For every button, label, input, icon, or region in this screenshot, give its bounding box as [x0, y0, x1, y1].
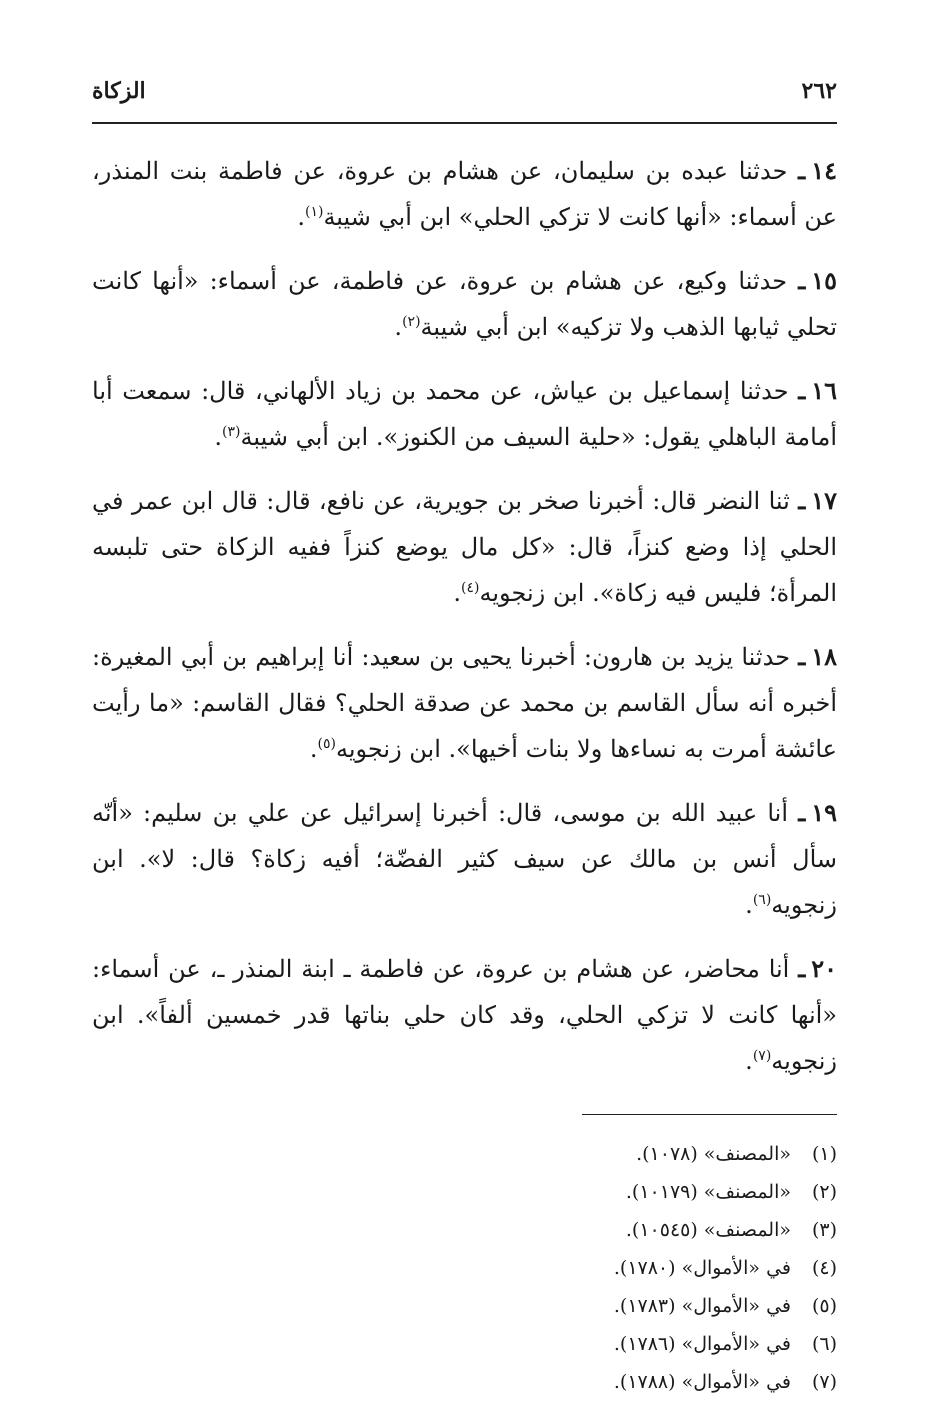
footnote-number: (٣) — [811, 1219, 837, 1241]
footnote-number: (٢) — [811, 1181, 837, 1203]
footnote-number: (٦) — [811, 1333, 837, 1355]
paragraph-text: حدثنا إسماعيل بن عياش، عن محمد بن زياد الألهاني، قال: سمعت أبا أمامة الباهلي يقول: «حلية السيف من الكنوز». ابن أبي شيبة — [92, 377, 837, 451]
dash-separator: ـ — [798, 376, 806, 405]
footnote-ref[interactable]: (٣) — [222, 424, 241, 440]
footnote-item — [92, 1325, 837, 1363]
footnote-ref[interactable]: (٢) — [402, 314, 421, 330]
paragraph-number: ١٦ — [811, 376, 837, 405]
footnote-item — [92, 1135, 837, 1173]
footnote-ref[interactable]: (٦) — [752, 892, 772, 908]
footnote-text: «المصنف» (١٠٧٨). — [636, 1143, 791, 1165]
footnote-ref[interactable]: (١) — [304, 204, 324, 220]
paragraph-number: ١٩ — [811, 798, 837, 827]
footnote-item — [92, 1363, 837, 1401]
footnote-ref[interactable]: (٧) — [752, 1048, 772, 1064]
period: . — [309, 735, 318, 763]
dash-separator: ـ — [798, 798, 806, 827]
footnote-item — [92, 1211, 837, 1249]
hadith-paragraph — [92, 148, 837, 240]
paragraph-text: حدثنا عبده بن سليمان، عن هشام بن عروة، عن فاطمة بنت المنذر، عن أسماء: «أنها كانت لا تزكي الحلي» ابن أبي شيبة — [92, 157, 837, 231]
paragraph-number: ٢٠ — [811, 954, 837, 983]
hadith-paragraph — [92, 946, 837, 1084]
footnote-number: (٥) — [811, 1295, 837, 1317]
footnotes — [92, 1135, 837, 1401]
period: . — [394, 313, 403, 341]
period: . — [297, 203, 305, 231]
paragraph-number: ١٥ — [811, 266, 837, 295]
page-number: ٢٦٢ — [801, 78, 837, 104]
page — [92, 78, 837, 1401]
period: . — [745, 891, 753, 919]
hadith-paragraph — [92, 368, 837, 460]
paragraph-number: ١٧ — [811, 486, 837, 515]
footnote-item — [92, 1249, 837, 1287]
hadith-paragraph — [92, 790, 837, 928]
paragraph-text: حدثنا وكيع، عن هشام بن عروة، عن فاطمة، عن أسماء: «أنها كانت تحلي ثيابها الذهب ولا تزكيه» ابن أبي شيبة — [92, 267, 837, 341]
footnote-rule — [582, 1114, 837, 1115]
hadith-paragraph — [92, 478, 837, 616]
header-rule — [92, 122, 837, 124]
footnote-ref[interactable]: (٥) — [317, 736, 336, 752]
period: . — [453, 579, 462, 607]
hadith-paragraph — [92, 258, 837, 350]
hadith-paragraph — [92, 634, 837, 772]
footnote-number: (٤) — [811, 1257, 837, 1279]
footnote-text: في «الأموال» (١٧٨٣). — [613, 1295, 791, 1317]
footnote-text: «المصنف» (١٠١٧٩). — [625, 1181, 791, 1203]
footnote-text: في «الأموال» (١٧٨٦). — [613, 1333, 791, 1355]
period: . — [214, 423, 223, 451]
footnote-ref[interactable]: (٤) — [461, 580, 480, 596]
footnote-text: «المصنف» (١٠٥٤٥). — [625, 1219, 791, 1241]
paragraph-text: حدثنا يزيد بن هارون: أخبرنا يحيى بن سعيد: أنا إبراهيم بن أبي المغيرة: أخبره أنه سأل القاسم بن محمد عن صدقة الحلي؟ فقال القاسم: «ما رأيت عائشة أمرت به نساءها ولا بنات أخيها». ابن زنجويه — [92, 643, 837, 763]
footnote-number: (٧) — [811, 1371, 837, 1393]
running-head — [92, 78, 837, 118]
section-title: الزكاة — [92, 78, 146, 104]
dash-separator: ـ — [798, 266, 806, 295]
paragraph-text: ثنا النضر قال: أخبرنا صخر بن جويرية، عن نافع، قال: قال ابن عمر في الحلي إذا وضع كنزاً، قال: «كل مال يوضع كنزاً ففيه الزكاة حتى تلبسه المرأة؛ فليس فيه زكاة». ابن زنجويه — [92, 487, 837, 607]
dash-separator: ـ — [798, 954, 806, 983]
footnote-text: في «الأموال» (١٧٨٨). — [613, 1371, 791, 1393]
paragraph-number: ١٨ — [811, 642, 837, 671]
dash-separator: ـ — [798, 642, 806, 671]
footnote-item — [92, 1173, 837, 1211]
dash-separator: ـ — [798, 156, 806, 185]
period: . — [745, 1047, 753, 1075]
paragraph-text: أنا محاضر، عن هشام بن عروة، عن فاطمة ـ ابنة المنذر ـ، عن أسماء: «أنها كانت لا تزكي الحلي، وقد كان حلي بناتها قدر خمسين ألفاً». ابن زنجويه — [92, 955, 837, 1075]
dash-separator: ـ — [798, 486, 806, 515]
paragraph-number: ١٤ — [811, 156, 837, 185]
footnote-number: (١) — [811, 1143, 837, 1165]
main-text — [92, 148, 837, 1084]
footnote-item — [92, 1287, 837, 1325]
paragraph-text: أنا عبيد الله بن موسى، قال: أخبرنا إسرائيل عن علي بن سليم: «أنّه سأل أنس بن مالك عن سيف كثير الفضّة؛ أفيه زكاة؟ قال: لا». ابن زنجويه — [92, 799, 837, 919]
footnote-text: في «الأموال» (١٧٨٠). — [613, 1257, 791, 1279]
